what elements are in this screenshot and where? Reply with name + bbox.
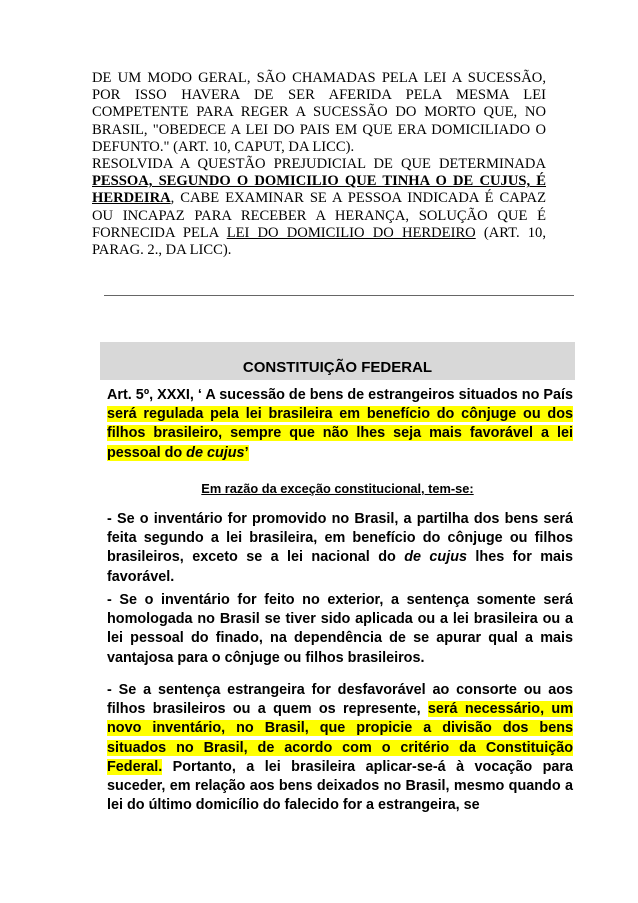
bullet-3 bbox=[107, 681, 573, 815]
exception-subheading: Em razão da exceção constitucional, tem-se: bbox=[201, 481, 474, 496]
intro-text-block bbox=[92, 70, 546, 259]
constitution-section bbox=[100, 342, 575, 380]
intro-paragraph-2 bbox=[92, 156, 546, 259]
article-highlight-text: será regulada pela lei brasileira em benefício do cônjuge ou dos filhos brasileiro, sempre que não lhes seja mais favorável a lei pessoal do bbox=[107, 406, 573, 461]
article-highlight bbox=[107, 406, 573, 460]
bullet-1-de-cujus: de cujus bbox=[404, 549, 467, 566]
article-intro: Art. 5º, XXXI, ‘ A sucessão de bens de estrangeiros situados no País bbox=[107, 387, 573, 403]
bullet-3-highlight: será necessário, um novo inventário, no Brasil, que propicie a divisão dos bens situados no Brasil, de acordo com o critério da Constituição Federal. bbox=[107, 701, 574, 775]
intro-p2-law-reference: LEI DO DOMICILIO DO HERDEIRO bbox=[226, 224, 476, 241]
article-text bbox=[107, 386, 573, 463]
horizontal-divider bbox=[104, 295, 574, 296]
bullet-3-paragraph bbox=[107, 681, 573, 815]
bullet-3-start: - Se a sentença estrangeira for desfavorável ao consorte ou aos filhos brasileiros ou a quem os represente, bbox=[107, 682, 573, 718]
article-de-cujus: de cujus bbox=[186, 444, 245, 461]
article-paragraph bbox=[107, 386, 573, 463]
bullet-2 bbox=[107, 591, 573, 668]
bullet-1-paragraph bbox=[107, 510, 573, 587]
intro-p2-emphasis: PESSOA, SEGUNDO O DOMICILIO QUE TINHA O DE CUJUS, É HERDEIRA bbox=[92, 173, 546, 207]
bullet-1-text: - Se o inventário for promovido no Brasil, a partilha dos bens será feita segundo a lei brasileira, em benefício do cônjuge ou filhos brasileiros, exceto se a lei nacional do bbox=[107, 511, 573, 566]
intro-paragraph-1: DE UM MODO GERAL, SÃO CHAMADAS PELA LEI A SUCESSÃO, POR ISSO HAVERA DE SER AFERIDA PELA MESMA LEI COMPETENTE PARA REGER A SUCESSÃO DO MORTO QUE, NO BRASIL, "OBEDECE A LEI DO PAIS EM QUE ERA DOMICILIADO O DEFUNTO." (ART. 10, CAPUT, DA LICC). bbox=[92, 70, 546, 155]
constitution-header-bar bbox=[100, 342, 575, 380]
bullet-1-end: lhes for mais favorável. bbox=[107, 549, 573, 585]
bullet-3-end: Portanto, a lei brasileira aplicar-se-á à vocação para suceder, em relação aos bens deixados no Brasil, mesmo quando a lei do último domicílio do falecido for a estrangeira, se bbox=[107, 758, 573, 814]
intro-p2-end: (ART. 10, PARAG. 2., DA LICC). bbox=[92, 224, 546, 259]
bullet-1 bbox=[107, 510, 573, 587]
intro-p2-middle: , CABE EXAMINAR SE A PESSOA INDICADA É CAPAZ OU INCAPAZ PARA RECEBER A HERANÇA, SOLUÇÃO QUE É FORNECIDA PELA bbox=[92, 190, 546, 241]
article-quote-close: ’ bbox=[244, 444, 249, 461]
intro-p2-start: RESOLVIDA A QUESTÃO PREJUDICIAL DE QUE DETERMINADA bbox=[92, 156, 546, 173]
constitution-title: CONSTITUIÇÃO FEDERAL bbox=[242, 359, 433, 376]
bullet-2-paragraph: - Se o inventário for feito no exterior, a sentença somente será homologada no Brasil se tiver sido aplicada ou a lei brasileira ou a lei pessoal do finado, na dependência de se apurar qual a mais vantajosa para o cônjuge ou filhos brasileiros. bbox=[107, 592, 573, 666]
